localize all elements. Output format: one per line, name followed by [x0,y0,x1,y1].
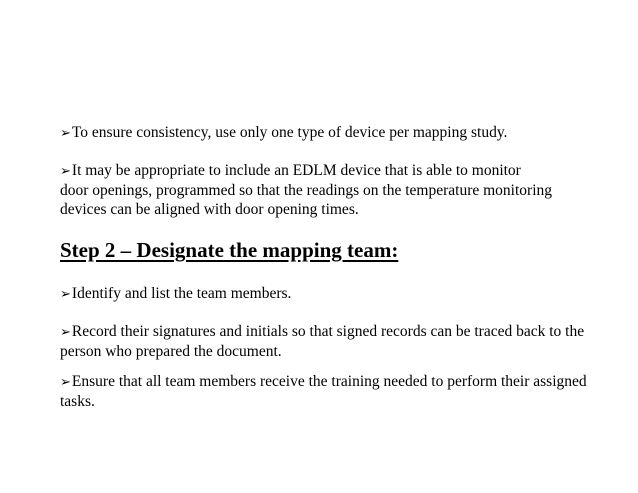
arrow-bullet-icon: ➢ [60,126,71,141]
bullet-text: Ensure that all team members receive the training needed to perform their assigned [71,373,587,390]
arrow-bullet-icon: ➢ [60,164,71,179]
arrow-bullet-icon: ➢ [60,375,71,390]
bullet-line [60,123,580,143]
bullet-consistency [60,123,580,143]
bullet-edlm-device [60,161,580,219]
bullet-record-signatures [60,322,585,361]
bullet-text: Record their signatures and initials so that signed records can be traced back to the [71,323,585,340]
bullet-line [60,284,580,304]
bullet-line [60,322,585,342]
bullet-line [60,372,587,392]
bullet-training [60,372,587,411]
bullet-text: It may be appropriate to include an EDLM device that is able to monitor [71,162,521,179]
bullet-line: door openings, programmed so that the readings on the temperature monitoring [60,182,553,199]
bullet-identify-members [60,284,580,304]
bullet-line [60,161,580,181]
bullet-line: tasks. [60,393,95,410]
arrow-bullet-icon: ➢ [60,325,71,340]
bullet-text: To ensure consistency, use only one type of device per mapping study. [71,124,508,141]
bullet-line: person who prepared the document. [60,343,282,360]
bullet-line: devices can be aligned with door opening times. [60,201,359,218]
bullet-text: Identify and list the team members. [71,285,292,302]
step-heading: Step 2 – Designate the mapping team: [60,238,399,262]
arrow-bullet-icon: ➢ [60,287,71,302]
